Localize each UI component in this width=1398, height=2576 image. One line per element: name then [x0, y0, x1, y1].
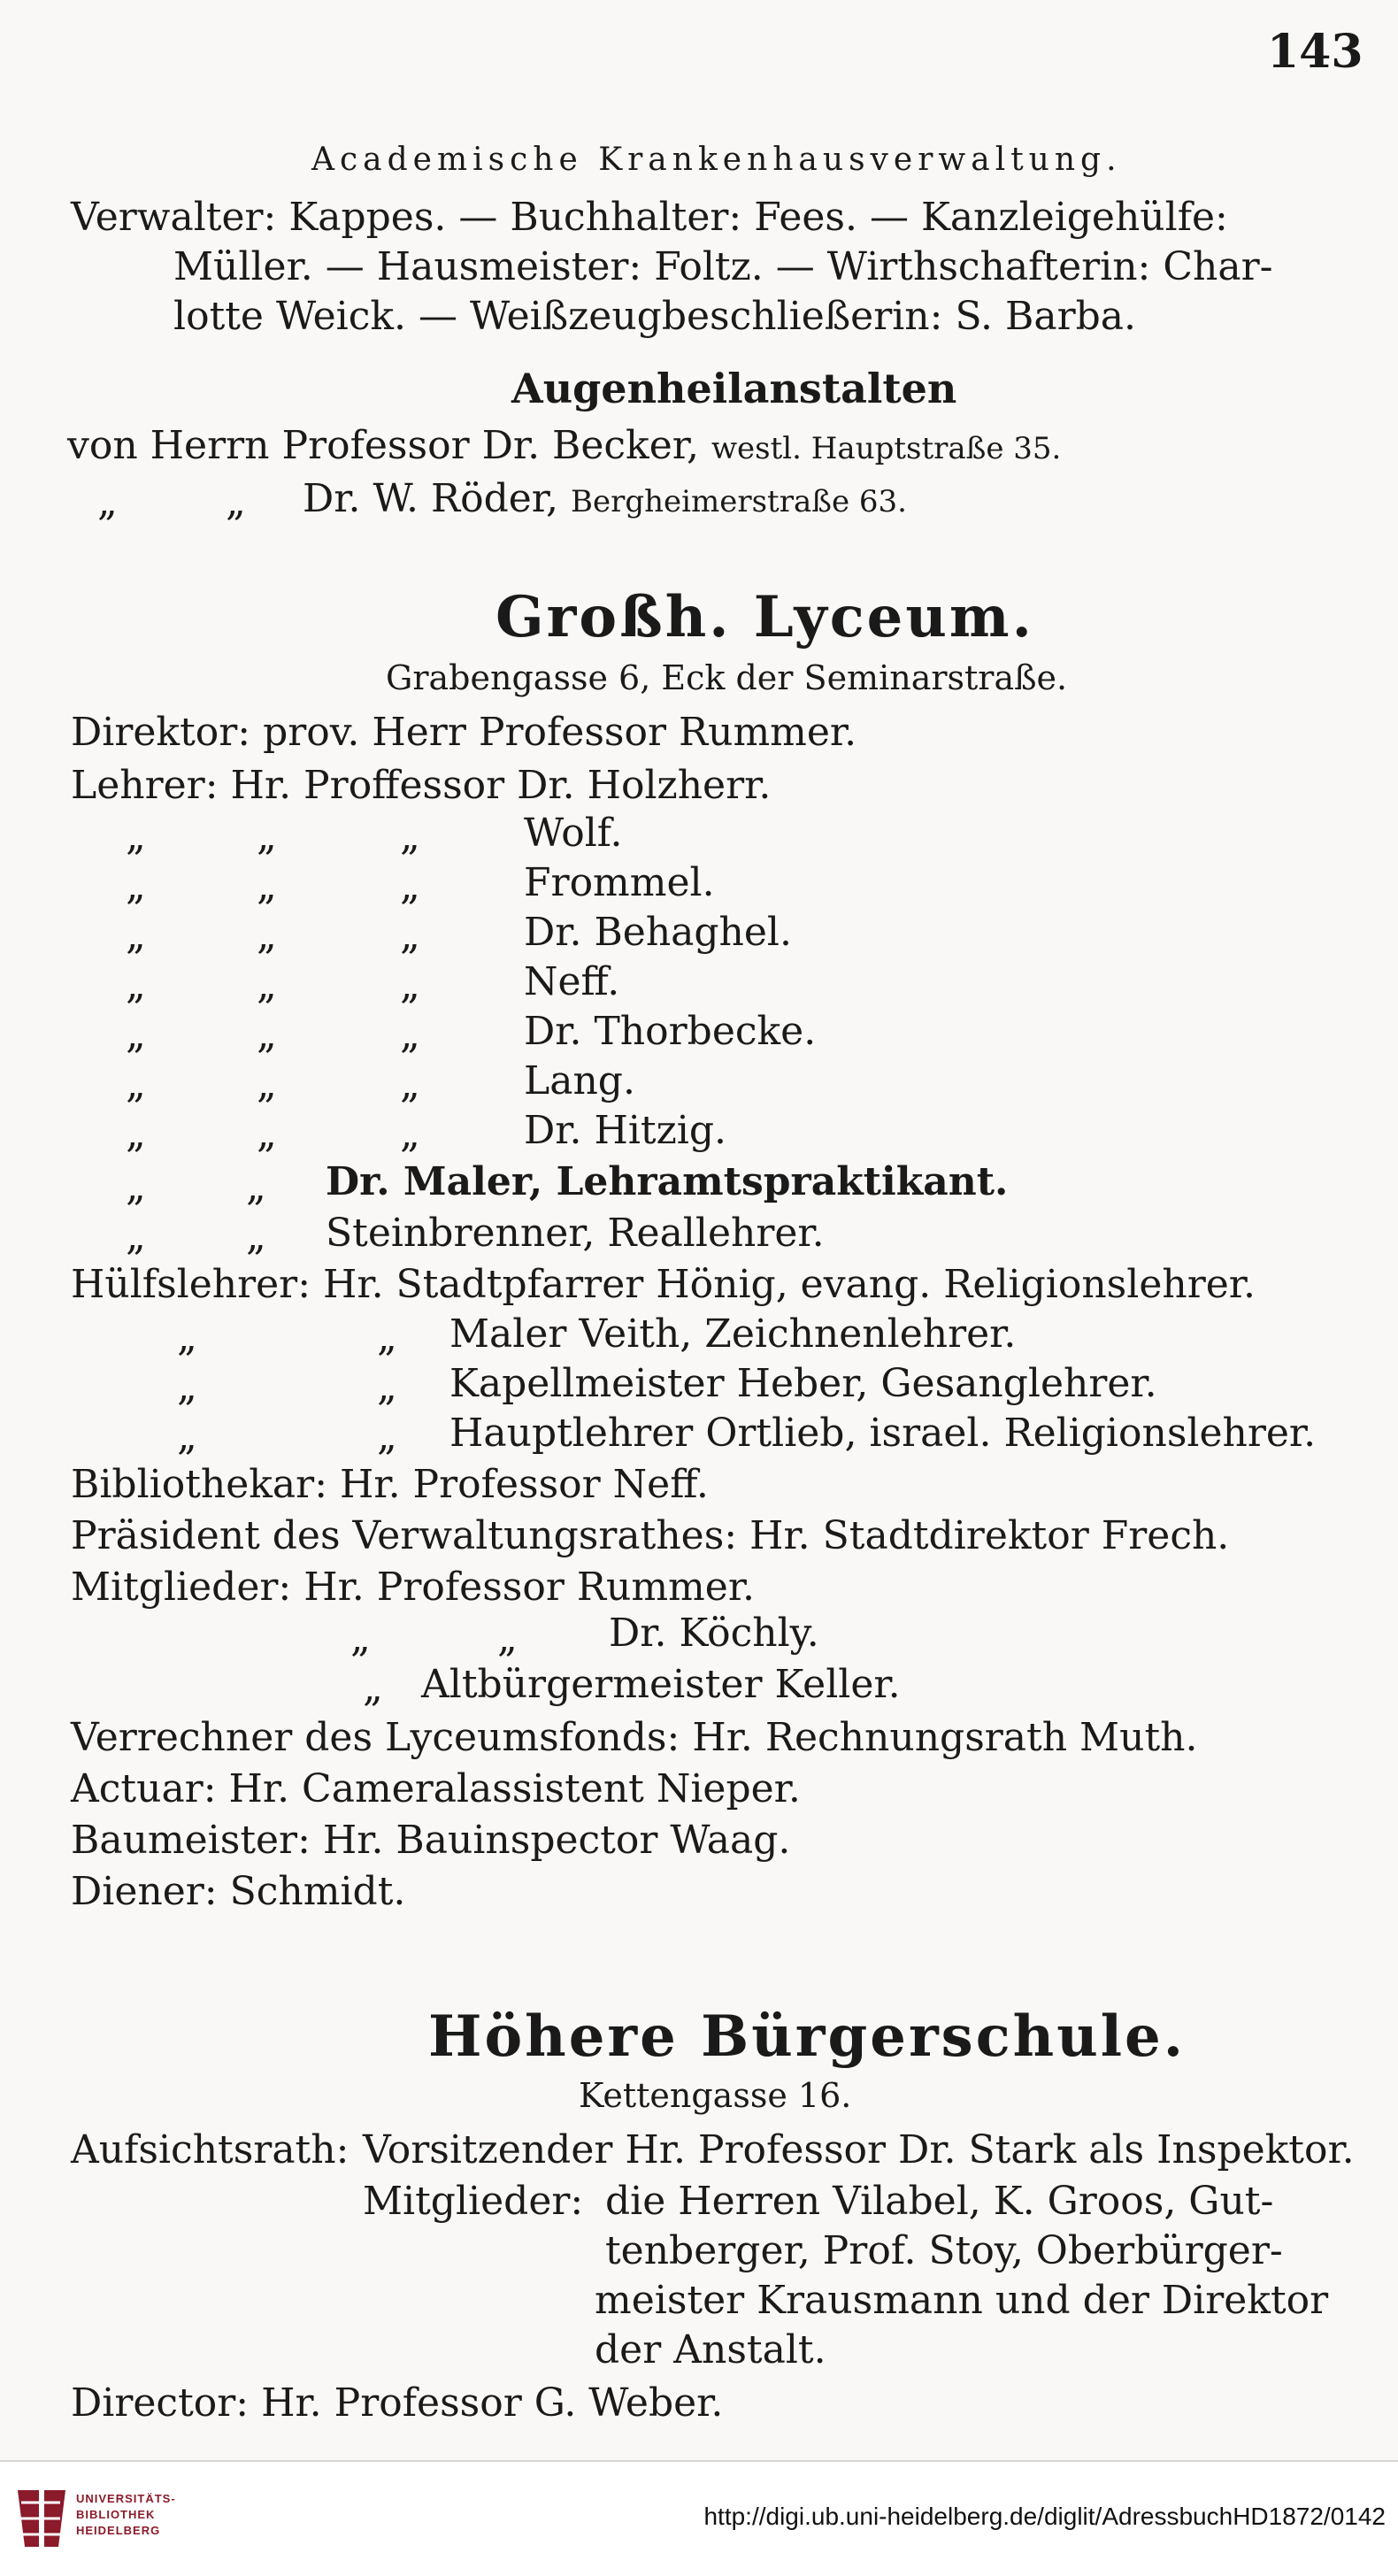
- lyceum-teachers: Lehrer: Hr. Proffessor Dr. Holzherr.: [71, 763, 772, 808]
- teacher-name: Dr. Behaghel.: [524, 910, 792, 955]
- member-name: Altbürgermeister Keller.: [421, 1662, 901, 1707]
- hospital-heading: Academische Krankenhausverwaltung.: [311, 142, 1122, 178]
- ditto-mark: „: [400, 963, 420, 1008]
- board-label: Aufsichtsrath:: [71, 2127, 350, 2172]
- lyceum-actuary: Actuar: Hr. Cameralassistent Nieper.: [71, 1766, 801, 1811]
- eye-clinic-line: [303, 474, 907, 527]
- lyceum-architect: Baumeister: Hr. Bauinspector Waag.: [71, 1818, 791, 1863]
- ditto-mark: „: [257, 963, 277, 1008]
- ditto-mark: „: [257, 913, 277, 958]
- ditto-mark: „: [226, 480, 246, 525]
- ditto-mark: „: [126, 814, 146, 859]
- ditto-mark: „: [400, 864, 420, 909]
- ditto-mark: „: [246, 1214, 266, 1259]
- eye-clinic-address: Bergheimerstraße 63.: [570, 484, 907, 519]
- members-text: tenberger, Prof. Stoy, Oberbürger-: [605, 2228, 1283, 2273]
- lyceum-director: Direktor: prov. Herr Professor Rummer.: [71, 710, 857, 755]
- lyceum-president: Präsident des Verwaltungsrathes: Hr. Stadtdirektor Frech.: [71, 1513, 1230, 1558]
- teacher-name: Frommel.: [524, 860, 715, 905]
- library-logo-icon: [12, 2483, 71, 2554]
- ditto-mark: „: [126, 1012, 146, 1057]
- ditto-mark: „: [126, 913, 146, 958]
- ditto-mark: „: [257, 1062, 277, 1107]
- ditto-mark: „: [377, 1365, 397, 1410]
- logo-text: HEIDELBERG: [76, 2524, 161, 2537]
- ditto-mark: „: [177, 1414, 197, 1459]
- lyceum-servant: Diener: Schmidt.: [71, 1869, 406, 1914]
- assistant-name: Kapellmeister Heber, Gesanglehrer.: [449, 1361, 1157, 1406]
- higher-school-address: Kettengasse 16.: [579, 2076, 852, 2115]
- assistant-name: Hauptlehrer Ortlieb, israel. Religionslehrer.: [449, 1411, 1317, 1456]
- logo-text: BIBLIOTHEK: [76, 2508, 156, 2521]
- ditto-mark: „: [177, 1365, 197, 1410]
- page-number: 143: [1267, 25, 1363, 79]
- ditto-mark: „: [126, 1111, 146, 1157]
- ditto-mark: „: [400, 1012, 420, 1057]
- members-text: der Anstalt.: [595, 2327, 826, 2372]
- ditto-mark: „: [497, 1616, 518, 1661]
- teacher-name: Wolf.: [524, 811, 623, 856]
- ditto-mark: „: [246, 1165, 266, 1210]
- ditto-mark: „: [400, 1062, 420, 1107]
- member-name: Dr. Köchly.: [609, 1611, 819, 1656]
- ditto-mark: „: [377, 1315, 397, 1360]
- teacher-name: Steinbrenner, Reallehrer.: [326, 1211, 825, 1256]
- members-text: die Herren Vilabel, K. Groos, Gut-: [605, 2179, 1274, 2224]
- ditto-mark: „: [177, 1315, 197, 1360]
- lyceum-librarian: Bibliothekar: Hr. Professor Neff.: [71, 1462, 709, 1507]
- lyceum-assistants: Hülfslehrer: Hr. Stadtpfarrer Hönig, evang. Religionslehrer.: [71, 1262, 1256, 1307]
- teacher-name: Dr. Maler, Lehramtspraktikant.: [326, 1159, 1009, 1204]
- eye-clinic-name: von Herrn Professor Dr. Becker,: [67, 423, 699, 468]
- ditto-mark: „: [126, 864, 146, 909]
- ditto-mark: „: [350, 1616, 371, 1661]
- members-label: Mitglieder:: [363, 2179, 584, 2224]
- ditto-mark: „: [126, 1165, 146, 1210]
- source-url-link[interactable]: http://digi.ub.uni-heidelberg.de/diglit/AdressbuchHD1872/0142: [703, 2503, 1386, 2530]
- ditto-mark: „: [377, 1414, 397, 1459]
- ditto-mark: „: [126, 1062, 146, 1107]
- teacher-name: Dr. Thorbecke.: [524, 1009, 817, 1054]
- hospital-line: lotte Weick. — Weißzeugbeschließerin: S. Barba.: [173, 294, 1136, 339]
- lyceum-heading: Großh. Lyceum.: [495, 584, 1034, 650]
- eye-clinic-line: [67, 421, 1061, 473]
- ditto-mark: „: [126, 1214, 146, 1259]
- eye-clinics-heading: Augenheilanstalten: [511, 365, 957, 412]
- ditto-mark: „: [400, 913, 420, 958]
- footer-bar: [0, 2460, 1398, 2576]
- board-text: Vorsitzender Hr. Professor Dr. Stark als Inspektor.: [363, 2127, 1355, 2172]
- hospital-line: Verwalter: Kappes. — Buchhalter: Fees. — Kanzleigehülfe:: [71, 195, 1228, 240]
- ditto-mark: „: [257, 1012, 277, 1057]
- lyceum-members: Mitglieder: Hr. Professor Rummer.: [71, 1565, 756, 1610]
- members-text: meister Krausmann und der Direktor: [595, 2278, 1329, 2323]
- ditto-mark: „: [400, 814, 420, 859]
- hospital-line: Müller. — Hausmeister: Foltz. — Wirthschafterin: Char-: [173, 244, 1273, 289]
- eye-clinic-address: westl. Hauptstraße 35.: [711, 431, 1062, 466]
- ditto-mark: „: [257, 864, 277, 909]
- teacher-name: Lang.: [524, 1058, 635, 1103]
- higher-school-director: Director: Hr. Professor G. Weber.: [71, 2380, 724, 2426]
- logo-text: UNIVERSITÄTS-: [76, 2492, 176, 2505]
- ditto-mark: „: [97, 480, 118, 525]
- teacher-name: Dr. Hitzig.: [524, 1108, 726, 1153]
- assistant-name: Maler Veith, Zeichnenlehrer.: [449, 1311, 1017, 1357]
- lyceum-accountant: Verrechner des Lyceumsfonds: Hr. Rechnungsrath Muth.: [71, 1715, 1198, 1760]
- teacher-name: Neff.: [524, 959, 620, 1004]
- ditto-mark: „: [126, 963, 146, 1008]
- ditto-mark: „: [257, 814, 277, 859]
- ditto-mark: „: [400, 1111, 420, 1157]
- eye-clinic-name: Dr. W. Röder,: [303, 476, 558, 521]
- lyceum-address: Grabengasse 6, Eck der Seminarstraße.: [386, 658, 1068, 697]
- ditto-mark: „: [257, 1111, 277, 1157]
- ditto-mark: „: [363, 1665, 383, 1711]
- higher-school-heading: Höhere Bürgerschule.: [428, 2003, 1187, 2070]
